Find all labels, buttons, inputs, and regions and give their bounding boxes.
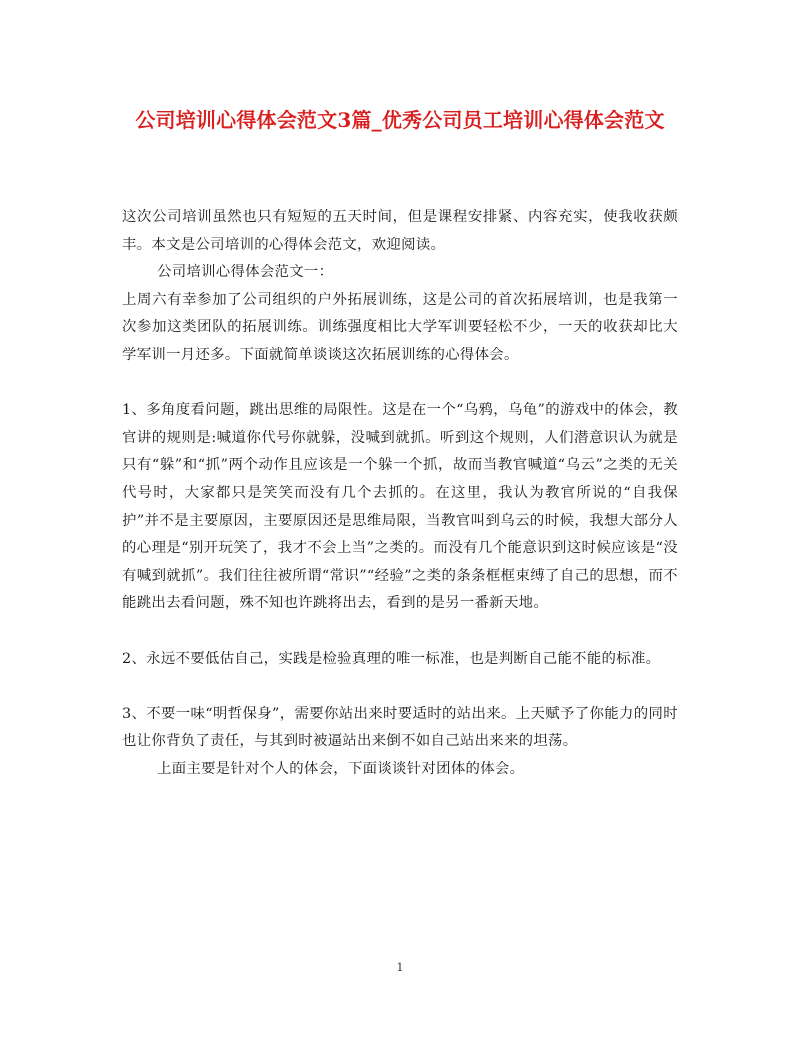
document-title: 公司培训心得体会范文3篇_优秀公司员工培训心得体会范文 bbox=[135, 108, 665, 132]
closing-paragraph: 上面主要是针对个人的体会，下面谈谈针对团体的体会。 bbox=[157, 760, 525, 777]
point-2: 2、永远不要低估自己，实践是检验真理的唯一标准，也是判断自己能不能的标准。 bbox=[122, 650, 661, 667]
point-1: 1、多角度看问题，跳出思维的局限性。这是在一个“乌鸦，乌龟”的游戏中的体会，教官讲的规则是:喊道你代号你就躲，没喊到就抓。听到这个规则，人们潜意识认为就是只有“躲”和“抓”两个动作且应该是一个躲一个抓，故而当教官喊道“乌云”之类的无关代号时，大家都只是笑笑而没有几个去抓的。在这里，我认为教官所说的“自我保护”并不是主要原因，主要原因还是思维局限，当教官叫到乌云的时候，我想大部分人的心理是“别开玩笑了，我才不会上当”之类的。而没有几个能意识到这时候应该是“没有喊到就抓”。我们往往被所谓“常识”“经验”之类的条条框框束缚了自己的思想，而不能跳出去看问题，殊不知也许跳将出去，看到的是另一番新天地。 bbox=[122, 402, 678, 612]
point-3: 3、不要一味“明哲保身”，需要你站出来时要适时的站出来。上天赋予了你能力的同时也让你背负了责任，与其到时被逼站出来倒不如自己站出来来的坦荡。 bbox=[122, 705, 678, 750]
section-heading: 公司培训心得体会范文一： bbox=[157, 264, 334, 281]
document-body bbox=[122, 204, 678, 783]
intro-paragraph: 这次公司培训虽然也只有短短的五天时间，但是课程安排紧、内容充实，使我收获颇丰。本文是公司培训的心得体会范文，欢迎阅读。 bbox=[122, 209, 678, 253]
paragraph-1: 上周六有幸参加了公司组织的户外拓展训练，这是公司的首次拓展培训，也是我第一次参加这类团队的拓展训练。训练强度相比大学军训要轻松不少，一天的收获却比大学军训一月还多。下面就简单谈谈这次拓展训练的心得体会。 bbox=[122, 291, 678, 363]
page-number: 1 bbox=[396, 961, 404, 974]
